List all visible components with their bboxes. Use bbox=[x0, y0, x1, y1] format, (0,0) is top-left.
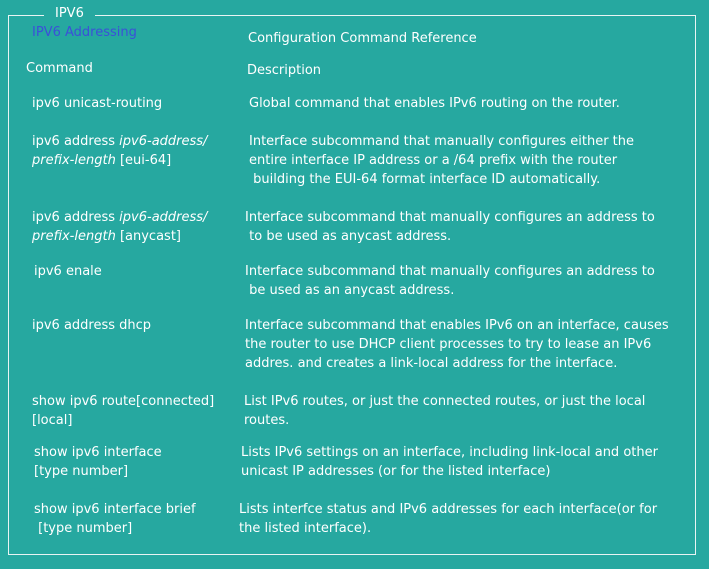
command-text: [anycast] bbox=[115, 229, 181, 244]
command-cell bbox=[32, 94, 162, 113]
description-line: Interface subcommand that manually configures either the bbox=[249, 134, 635, 149]
group-title: IPV6 bbox=[44, 6, 95, 22]
command-line bbox=[34, 500, 196, 519]
command-line bbox=[32, 151, 207, 170]
description-line: the router to use DHCP client processes to try to lease an IPv6 bbox=[245, 337, 652, 352]
command-text: show ipv6 interface brief bbox=[34, 502, 196, 517]
description-cell bbox=[241, 443, 681, 481]
description-line: Lists IPv6 settings on an interface, including link-local and other bbox=[241, 445, 658, 460]
description-line: unicast IP addresses (or for the listed interface) bbox=[241, 464, 551, 479]
description-line: Interface subcommand that enables IPv6 on an interface, causes bbox=[245, 318, 669, 333]
description-line: Interface subcommand that manually configures an address to bbox=[245, 264, 655, 279]
command-text: ipv6 address bbox=[32, 210, 120, 225]
subtitle: IPV6 Addressing bbox=[32, 25, 137, 40]
command-text: ipv6 address bbox=[32, 134, 120, 149]
command-text: [type number] bbox=[34, 464, 129, 479]
command-text: show ipv6 route[connected] bbox=[32, 394, 215, 409]
command-line bbox=[32, 94, 162, 113]
command-cell bbox=[34, 262, 102, 281]
column-header-command: Command bbox=[26, 61, 93, 76]
command-text: [type number] bbox=[34, 521, 133, 536]
description-line: the listed interface). bbox=[239, 521, 372, 536]
command-cell bbox=[32, 392, 214, 430]
description-cell bbox=[245, 208, 685, 246]
command-text: ipv6 unicast-routing bbox=[32, 96, 163, 111]
command-line bbox=[32, 316, 151, 335]
command-line bbox=[32, 208, 207, 227]
command-cell bbox=[32, 316, 151, 335]
command-line bbox=[32, 132, 207, 151]
description-line: building the EUI-64 format interface ID automatically. bbox=[249, 172, 601, 187]
description-cell bbox=[249, 132, 689, 189]
command-text: show ipv6 interface bbox=[34, 445, 162, 460]
command-argument: prefix-length bbox=[32, 229, 116, 244]
description-line: addres. and creates a link-local address for the interface. bbox=[245, 356, 618, 371]
description-line: routes. bbox=[244, 413, 290, 428]
command-text: [eui-64] bbox=[115, 153, 172, 168]
command-line bbox=[32, 227, 207, 246]
command-cell bbox=[32, 208, 207, 246]
description-cell bbox=[244, 392, 684, 430]
description-line: to be used as anycast address. bbox=[245, 229, 452, 244]
command-line bbox=[34, 519, 196, 538]
description-cell bbox=[245, 316, 685, 373]
command-line bbox=[32, 392, 214, 411]
description-line: be used as an anycast address. bbox=[245, 283, 455, 298]
command-line bbox=[32, 411, 214, 430]
description-line: Lists interfce status and IPv6 addresses for each interface(or for bbox=[239, 502, 658, 517]
command-text: [local] bbox=[32, 413, 73, 428]
command-text: ipv6 address dhcp bbox=[32, 318, 152, 333]
description-cell bbox=[239, 500, 679, 538]
description-cell bbox=[245, 262, 685, 300]
command-argument: prefix-length bbox=[32, 153, 116, 168]
description-cell bbox=[249, 94, 689, 113]
reference-title: Configuration Command Reference bbox=[248, 31, 477, 46]
column-header-description: Description bbox=[247, 63, 322, 78]
command-cell bbox=[34, 443, 162, 481]
description-line: Interface subcommand that manually configures an address to bbox=[245, 210, 655, 225]
command-line bbox=[34, 262, 102, 281]
command-cell bbox=[34, 500, 196, 538]
command-line bbox=[34, 443, 162, 462]
description-line: entire interface IP address or a /64 prefix with the router bbox=[249, 153, 618, 168]
description-line: Global command that enables IPv6 routing on the router. bbox=[249, 96, 620, 111]
command-argument: ipv6-address/ bbox=[119, 210, 208, 225]
command-argument: ipv6-address/ bbox=[119, 134, 208, 149]
description-line: List IPv6 routes, or just the connected routes, or just the local bbox=[244, 394, 646, 409]
command-line bbox=[34, 462, 162, 481]
command-cell bbox=[32, 132, 207, 170]
command-text: ipv6 enale bbox=[34, 264, 102, 279]
